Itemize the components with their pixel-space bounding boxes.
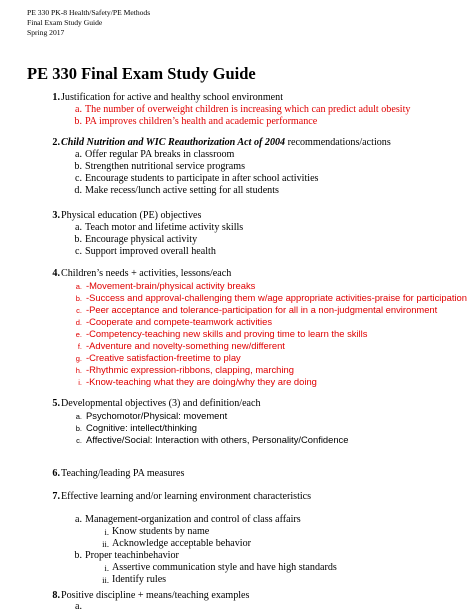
question-7 [52,491,312,503]
item-marker: c. [74,246,82,257]
list-item [75,316,273,328]
item-marker: b. [74,116,82,127]
list-item [77,340,285,352]
act-title: Child Nutrition and WIC Reauthorization Act of 2004 [61,137,286,148]
item-text: Affective/Social: Interaction with others, Personality/Confidence [86,434,349,445]
question-number: 7. [52,491,60,502]
item-marker: b. [74,161,82,172]
list-item [76,304,438,316]
header-term: Spring 2017 [27,28,65,37]
item-text: Support improved overall health [85,246,216,257]
item-text: -Creative satisfaction-freetime to play [86,352,241,363]
item-marker: a. [74,149,82,160]
item-text: Know students by name [112,526,210,537]
item-text: -Adventure and novelty-something new/different [86,340,285,351]
item-text: -Movement-brain/physical activity breaks [86,280,256,291]
list-item [74,104,411,116]
item-marker: f. [77,342,82,351]
item-text: The number of overweight children is increasing which can predict adult obesity [85,104,411,115]
item-text: Offer regular PA breaks in classroom [85,149,235,160]
list-item [75,292,467,304]
list-item [74,550,179,562]
list-item [74,185,279,197]
question-4 [52,268,232,280]
item-marker: b. [74,234,82,245]
document-header [27,8,150,38]
page-title: PE 330 Final Exam Study Guide [27,64,256,83]
item-marker: h. [75,366,82,375]
question-5 [52,398,261,410]
list-item [74,514,301,526]
question-6 [52,468,185,480]
item-marker: i. [104,527,109,537]
item-marker: a. [74,222,82,233]
item-marker: a. [74,601,82,612]
item-text: -Competency-teaching new skills and proving time to learn the skills [86,328,368,339]
item-text: -Peer acceptance and tolerance-participation for all in a non-judgmental environment [86,304,438,315]
item-marker: a. [74,104,82,115]
question-text: Developmental objectives (3) and definition/each [61,398,261,409]
question-number: 3. [52,210,60,221]
item-text: Management-organization and control of class affairs [85,514,301,525]
item-text: -Success and approval-challenging them w/age appropriate activities-praise for participation [86,292,467,303]
list-item [74,149,235,161]
question-text: Justification for active and healthy school environment [61,92,283,103]
item-text: Psychomotor/Physical: movement [86,410,228,421]
item-text: -Rhythmic expression-ribbons, clapping, marching [86,364,294,375]
list-item [74,116,318,128]
item-marker: c. [74,173,82,184]
item-marker: b. [75,424,82,433]
item-text: Make recess/lunch active setting for all students [85,185,279,196]
list-item [75,280,256,292]
list-item [75,364,294,376]
question-number: 1. [52,92,60,103]
item-marker: b. [75,294,82,303]
item-marker: ii. [102,575,109,585]
question-number: 2. [52,137,60,148]
item-text: Acknowledge acceptable behavior [112,538,252,549]
question-text: Teaching/leading PA measures [61,468,185,479]
item-text: Encourage students to participate in after school activities [85,173,319,184]
item-marker: g. [75,354,82,363]
sub-list-item [102,574,167,586]
item-text: Assertive communication style and have high standards [112,562,337,573]
item-marker: ii. [102,539,109,549]
list-item [74,234,198,246]
question-8 [52,590,250,602]
item-marker: i. [78,378,82,387]
list-item [75,410,228,422]
list-item [74,161,246,173]
question-text: Positive discipline + means/teaching examples [61,590,250,601]
question-1 [52,92,283,104]
item-marker: c. [76,306,82,315]
item-text: PA improves children’s health and academic performance [85,116,318,127]
item-text: Proper teachinbehavior [85,550,179,561]
item-text: Encourage physical activity [85,234,198,245]
item-marker: e. [75,330,82,339]
item-marker: a. [74,514,82,525]
list-item [75,352,241,364]
item-text: -Know-teaching what they are doing/why they are doing [86,376,317,387]
item-marker: d. [75,318,82,327]
question-text: Physical education (PE) objectives [61,210,202,221]
list-item [76,434,349,446]
question-number: 8. [52,590,60,601]
item-marker: a. [75,282,82,291]
item-text: Cognitive: intellect/thinking [86,422,197,433]
sub-list-item [104,562,337,574]
item-marker: d. [74,185,82,196]
question-number: 6. [52,468,60,479]
item-text: Teach motor and lifetime activity skills [85,222,244,233]
header-course: PE 330 PK-8 Health/Safety/PE Methods [27,8,151,17]
list-item [75,422,197,434]
question-text: Effective learning and/or learning environment characteristics [61,491,312,502]
item-text: Strengthen nutritional service programs [85,161,246,172]
sub-list-item [102,538,252,550]
item-marker: a. [75,412,82,421]
list-item [78,376,317,388]
list-item [75,328,368,340]
sub-list-item [104,526,210,538]
list-item [74,222,244,234]
header-subtitle: Final Exam Study Guide [27,18,103,27]
item-text: -Cooperate and compete-teamwork activities [86,316,273,327]
list-item [74,173,319,185]
question-3 [52,210,202,222]
item-marker: c. [76,436,82,445]
question-number: 5. [52,398,60,409]
question-2 [52,137,391,149]
question-number: 4. [52,268,60,279]
item-text: Identify rules [112,574,167,585]
item-marker: b. [74,550,82,561]
question-text: Children’s needs + activities, lessons/each [61,268,232,279]
list-item [74,246,216,258]
question-text: recommendations/actions [285,137,391,148]
item-marker: i. [104,563,109,573]
